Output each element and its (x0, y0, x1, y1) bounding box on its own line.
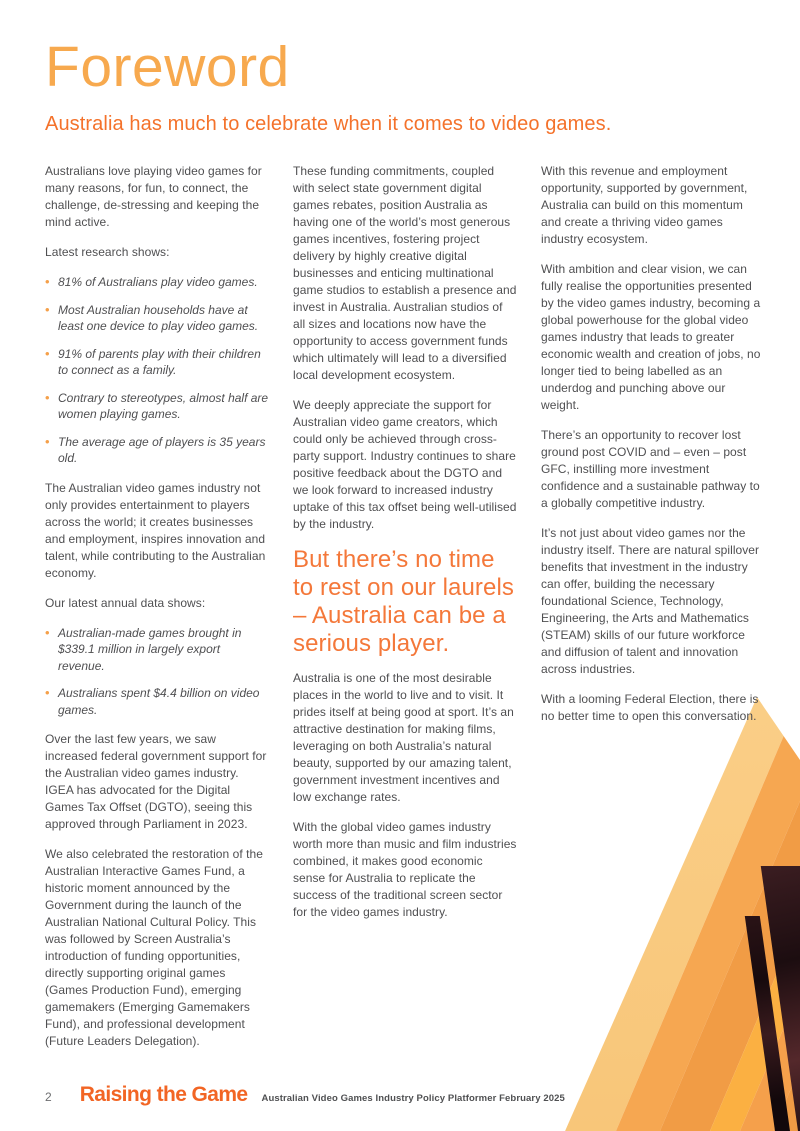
bullet-item: • Most Australian households have at least one device to play video games. (45, 302, 270, 335)
paragraph: It’s not just about video games nor the industry itself. There are natural spillover benefits that investment in the industry can offer, building the necessary foundational Science, Technology, Engineering, the Arts and Mathematics (STEAM) skills of our future workforce and diffusion of talent and innovation across industries. (541, 526, 760, 676)
text-columns (45, 163, 767, 1063)
column-3 (541, 163, 766, 1063)
bullet-item: • Contrary to stereotypes, almost half are women playing games. (45, 390, 270, 423)
paragraph: The Australian video games industry not only provides entertainment to players across the world; it creates businesses and employment, inspires innovation and talent, while contributing to the Australian economy. (45, 480, 266, 580)
paragraph: With a looming Federal Election, there is no better time to open this conversation. (541, 692, 759, 723)
page-title: Foreword (45, 35, 290, 99)
paragraph: With ambition and clear vision, we can fully realise the opportunities presented by the video games industry, becoming a global powerhouse for the global video games industry that leads to greater economic wealth and creation of jobs, no longer tied to being labelled as an underdog and punching above our weight. (541, 262, 761, 412)
paragraph: Australians love playing video games for many reasons, for fun, to connect, the challenge, de-stressing and keeping the mind active. (45, 164, 262, 229)
paragraph: We also celebrated the restoration of the Australian Interactive Games Fund, a historic moment announced by the Government during the launch of the Australian National Cultural Policy. This was followed by Screen Australia’s introduction of funding opportunities, directly supporting original games (Games Production Fund), emerging gamemakers (Emerging Gamemakers Fund), and professional development (Future Leaders Delegation). (45, 847, 263, 1048)
bullet-list (45, 274, 270, 467)
paragraph: Australia is one of the most desirable places in the world to live and to visit. It prides itself at being good at sport. It’s an attractive destination for making films, leveraging on both Australia’s natural beauty, supported by our amazing talent, government investment incentives and low exchange rates. (293, 671, 514, 805)
paragraph: There’s an opportunity to recover lost ground post COVID and – even – post GFC, instilling more investment confidence and a sustainable pathway to a globally competitive industry. (541, 428, 760, 510)
bullet-list (45, 625, 270, 719)
paragraph: Our latest annual data shows: (45, 595, 206, 610)
section-heading: But there’s no time to rest on our laurels – Australia can be a serious player. (293, 546, 514, 658)
paragraph: With the global video games industry worth more than music and film industries combined, it makes good economic sense for Australia to replicate the success of the traditional screen sector for the video games industry. (293, 820, 517, 920)
column-2 (293, 163, 518, 1063)
bullet-item: • 81% of Australians play video games. (45, 274, 270, 291)
page-footer (45, 1083, 565, 1107)
page-subtitle: Australia has much to celebrate when it comes to video games. (45, 112, 612, 135)
column-1 (45, 163, 270, 1063)
paragraph: These funding commitments, coupled with select state government digital games rebates, position Australia as having one of the world’s most generous games incentives, fostering project delivery by highly creative digital businesses and enticing multinational game studios to establish a presence and invest in Australia. Australian studios of all sizes and locations now have the opportunity to access government funds which ultimately will lead to a diversified local development ecosystem. (293, 164, 517, 382)
bullet-item: • 91% of parents play with their children to connect as a family. (45, 346, 270, 379)
page-number: 2 (45, 1090, 52, 1104)
bullet-item: • The average age of players is 35 years old. (45, 434, 270, 467)
paragraph: Over the last few years, we saw increased federal government support for the Australian video games industry. IGEA has advocated for the Digital Games Tax Offset (DGTO), seeing this approved through Parliament in 2023. (45, 732, 267, 831)
footer-tagline: Australian Video Games Industry Policy Platformer February 2025 (261, 1093, 565, 1104)
raising-the-game-logo: Raising the Game (79, 1083, 248, 1106)
page-header (45, 35, 755, 137)
paragraph: We deeply appreciate the support for Australian video game creators, which could only be achieved through cross-party support. Industry continues to share positive feedback about the DGTO and we look forward to increased industry uptake of this tax offset being well-utilised by the industry. (293, 398, 517, 531)
paragraph: Latest research shows: (45, 245, 170, 259)
bullet-item: • Australians spent $4.4 billion on video games. (45, 685, 270, 718)
paragraph: With this revenue and employment opportunity, supported by government, Australia can build on this momentum and create a thriving video games industry ecosystem. (541, 164, 748, 246)
bullet-item: • Australian-made games brought in $339.1 million in largely export revenue. (45, 625, 270, 675)
